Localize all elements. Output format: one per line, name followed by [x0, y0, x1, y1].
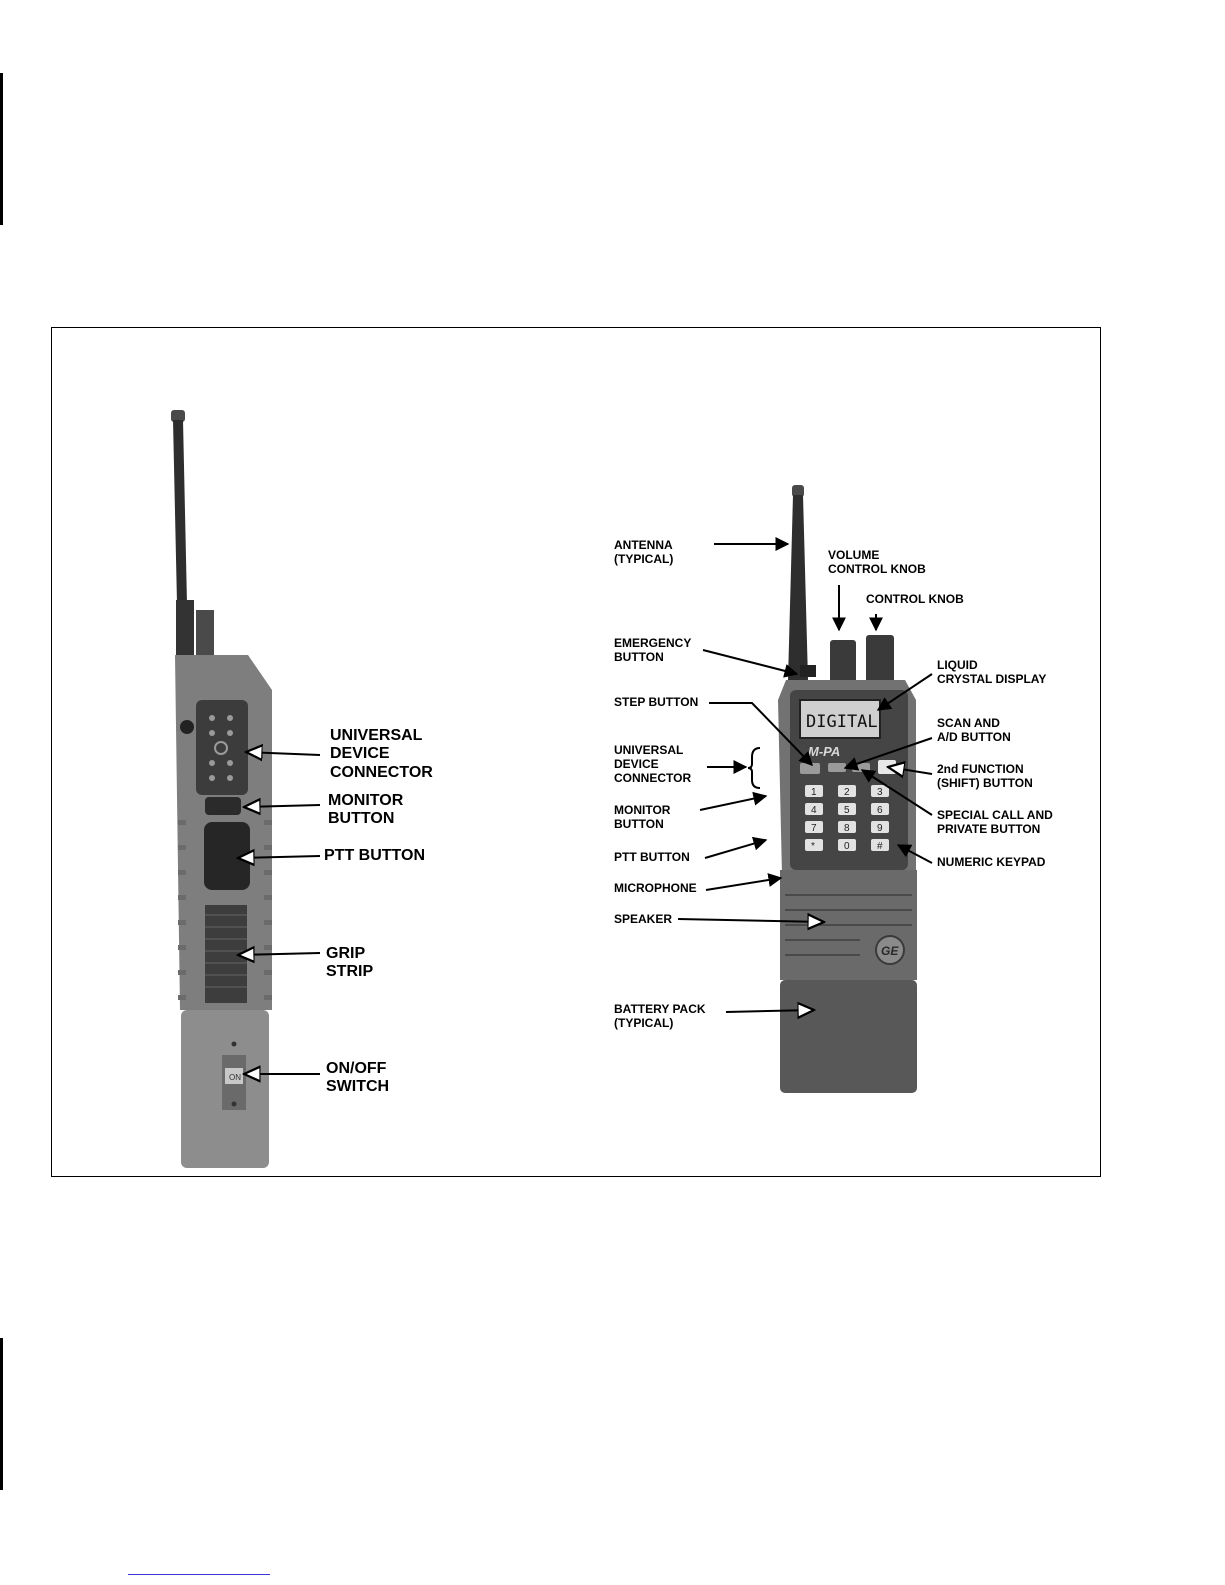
key-4: 4: [811, 805, 817, 816]
side-view-radio: [171, 410, 272, 1168]
label-control-knob: CONTROL KNOB: [866, 592, 964, 606]
label-side-universal-device-connector: UNIVERSAL DEVICE CONNECTOR: [330, 727, 433, 781]
label-microphone: MICROPHONE: [614, 881, 697, 895]
label-special-call-private-button: SPECIAL CALL AND PRIVATE BUTTON: [937, 808, 1053, 836]
label-step-button: STEP BUTTON: [614, 695, 699, 709]
battery-screw-top: [232, 1042, 237, 1047]
label-front-universal-device-connector: UNIVERSAL DEVICE CONNECTOR: [614, 743, 692, 785]
key-1: 1: [811, 787, 817, 798]
side-monitor-button: [205, 797, 241, 815]
switch-text: ON: [229, 1073, 241, 1082]
label-side-monitor-button: MONITOR BUTTON: [328, 792, 404, 828]
label-volume-control-knob: VOLUME CONTROL KNOB: [828, 548, 926, 576]
lcd-display-text: DIGITAL: [806, 712, 878, 732]
key-star: *: [811, 841, 815, 852]
label-front-monitor-button: MONITOR BUTTON: [614, 803, 671, 831]
label-side-onoff-switch: ON/OFF SWITCH: [326, 1060, 390, 1096]
label-antenna: ANTENNA (TYPICAL): [614, 538, 674, 566]
key-8: 8: [844, 823, 850, 834]
key-5: 5: [844, 805, 850, 816]
label-side-ptt-button: PTT BUTTON: [324, 847, 426, 864]
key-hash: #: [877, 841, 883, 852]
front-antenna: [788, 495, 808, 680]
step-button-shape: [800, 763, 820, 774]
key-7: 7: [811, 823, 817, 834]
side-top-cap: [196, 610, 214, 655]
key-2: 2: [844, 787, 850, 798]
brand-label: M-PA: [808, 744, 841, 759]
front-battery-pack: [780, 980, 917, 1093]
side-ptt-button: [204, 822, 250, 890]
key-3: 3: [877, 787, 883, 798]
label-numeric-keypad: NUMERIC KEYPAD: [937, 855, 1046, 869]
label-scan-ad-button: SCAN AND A/D BUTTON: [937, 716, 1011, 744]
key-9: 9: [877, 823, 883, 834]
side-screw: [180, 720, 194, 734]
label-front-ptt-button: PTT BUTTON: [614, 850, 690, 864]
key-0: 0: [844, 841, 850, 852]
ge-logo-text: GE: [881, 944, 899, 958]
label-liquid-crystal-display: LIQUID CRYSTAL DISPLAY: [937, 658, 1047, 686]
side-antenna-base: [176, 600, 194, 655]
emergency-button: [800, 665, 816, 677]
label-side-grip-strip: GRIP STRIP: [326, 945, 374, 981]
label-emergency-button: EMERGENCY BUTTON: [614, 636, 692, 664]
battery-screw-bottom: [232, 1102, 237, 1107]
key-6: 6: [877, 805, 883, 816]
label-battery-pack: BATTERY PACK (TYPICAL): [614, 1002, 706, 1030]
label-speaker: SPEAKER: [614, 912, 673, 926]
label-shift-button: 2nd FUNCTION (SHIFT) BUTTON: [937, 762, 1033, 790]
scan-button-shape: [828, 763, 846, 772]
side-connector-panel: [196, 700, 248, 795]
